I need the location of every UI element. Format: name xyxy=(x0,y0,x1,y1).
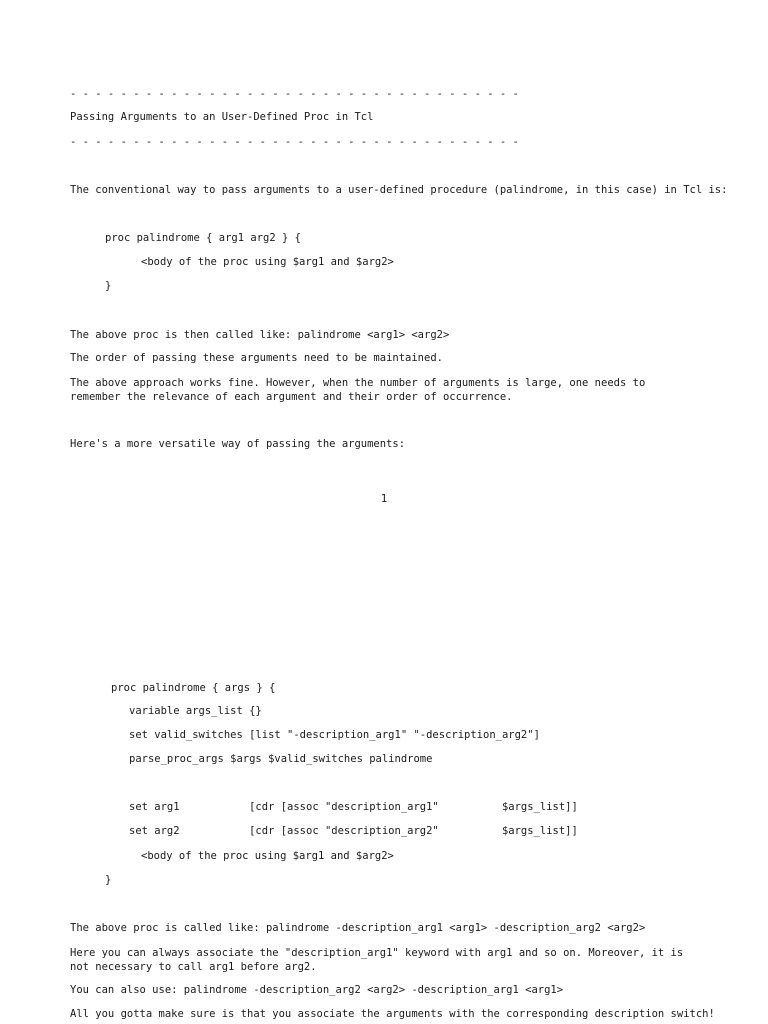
intro-paragraph: The conventional way to pass arguments to a user-defined procedure (palindrome, in this case) in Tcl is: xyxy=(70,184,728,196)
divider-bottom: - - - - - - - - - - - - - - - - - - - - - - - - - - - - - - - - - - - - xyxy=(70,136,519,148)
code-line: variable args_list {} xyxy=(129,705,262,717)
approach-paragraph: The above approach works fine. However, when the number of arguments is large, one needs to remember the relevance of each argument and their order of occurrence. xyxy=(70,377,646,403)
document-title: Passing Arguments to an User-Defined Proc in Tcl xyxy=(70,111,374,123)
code-line: set arg1 [cdr [assoc "description_arg1" $args_list]] xyxy=(129,801,578,813)
associate-paragraph: Here you can always associate the "description_arg1" keyword with arg1 and so on. Moreover, it is not necessary to call arg1 before arg2. xyxy=(70,947,684,973)
code-line: proc palindrome { arg1 arg2 } { xyxy=(105,232,301,244)
code-line: proc palindrome { args } { xyxy=(111,682,276,694)
divider-top: - - - - - - - - - - - - - - - - - - - - - - - - - - - - - - - - - - - - xyxy=(70,88,519,100)
call-description: The above proc is then called like: palindrome <arg1> <arg2> xyxy=(70,329,450,341)
code-line: <body of the proc using $arg1 and $arg2> xyxy=(141,256,394,268)
code-line: set valid_switches [list "-description_arg1" "-description_arg2"] xyxy=(129,729,540,741)
order-note: The order of passing these arguments need to be maintained. xyxy=(70,352,443,364)
code-line: } xyxy=(105,874,112,886)
code-line: } xyxy=(105,280,112,292)
page-number: 1 xyxy=(380,493,388,505)
code-line: set arg2 [cdr [assoc "description_arg2" $args_list]] xyxy=(129,825,578,837)
call-description: The above proc is called like: palindrome -description_arg1 <arg1> -description_arg2 <arg2> xyxy=(70,922,646,934)
alternate-call: You can also use: palindrome -description_arg2 <arg2> -description_arg1 <arg1> xyxy=(70,984,564,996)
code-line: parse_proc_args $args $valid_switches palindrome xyxy=(129,753,433,765)
final-note: All you gotta make sure is that you associate the arguments with the corresponding description switch! xyxy=(70,1008,715,1020)
code-line: <body of the proc using $arg1 and $arg2> xyxy=(141,850,394,862)
versatile-intro: Here's a more versatile way of passing the arguments: xyxy=(70,438,406,450)
